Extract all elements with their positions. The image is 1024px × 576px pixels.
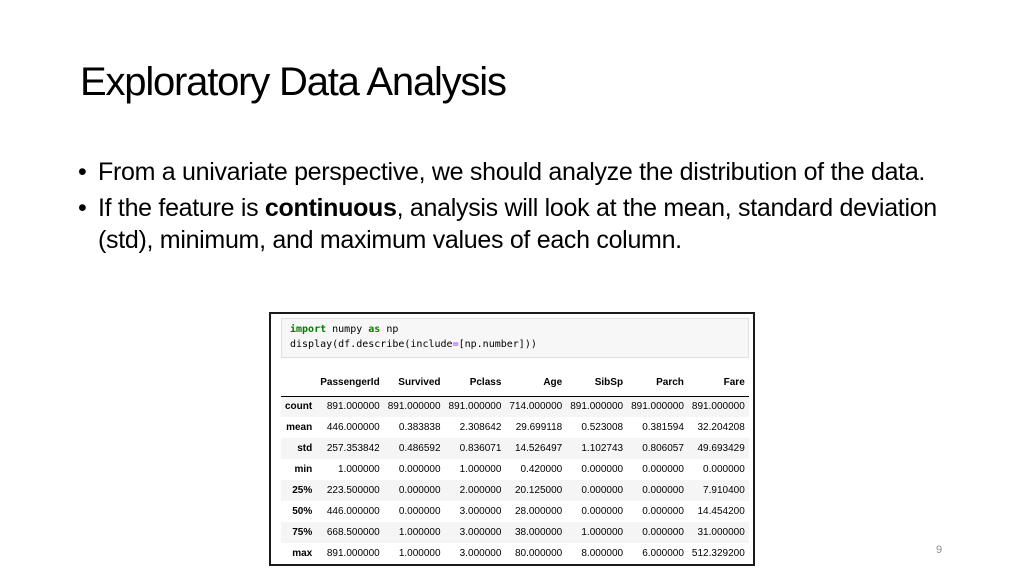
code-text: [np.number])) — [458, 339, 537, 350]
table-row-header: 25% — [292, 485, 313, 496]
table-column-header: Parch — [627, 370, 688, 396]
table-row-header: mean — [286, 422, 313, 433]
bullet-dot-icon: • — [78, 158, 87, 186]
table-cell: 49.693429 — [697, 443, 745, 454]
bullet-text: From a univariate perspective, we should analyze the distribution of the data. — [98, 158, 926, 186]
table-cell: 14.454200 — [697, 506, 745, 517]
slide-title: Exploratory Data Analysis — [80, 60, 506, 104]
table-cell: 0.381594 — [642, 422, 684, 433]
table-cell: 891.000000 — [448, 401, 502, 413]
table-cell: 0.000000 — [581, 464, 624, 475]
table-cell: 31.000000 — [697, 527, 745, 538]
table-cell: 0.000000 — [642, 527, 684, 538]
table-column-header: Age — [505, 370, 566, 396]
table-body — [281, 396, 749, 564]
table-row — [281, 543, 749, 564]
table-row-header: max — [292, 548, 313, 559]
bullet-text: , analysis will look at the mean, standard deviation (std), minimum, and maximum values of each column. — [98, 194, 937, 254]
table-cell: 257.353842 — [326, 443, 380, 454]
code-text: np — [380, 324, 399, 335]
table-cell: 38.000000 — [514, 527, 563, 538]
table-row — [281, 417, 749, 438]
bullet-text: If the feature is — [98, 194, 265, 222]
table-cell: 29.699118 — [515, 422, 563, 433]
table-row — [281, 438, 749, 459]
table-row — [281, 501, 749, 522]
table-row-header: 50% — [292, 506, 313, 517]
table-cell: 0.523008 — [581, 422, 624, 433]
table-cell: 891.000000 — [691, 401, 745, 413]
table-cell: 20.125000 — [514, 485, 563, 496]
table-column-header: PassengerId — [316, 370, 383, 396]
table-cell: 3.000000 — [459, 506, 502, 517]
table-cell: 891.000000 — [326, 548, 380, 559]
table-cell: 1.000000 — [581, 527, 624, 538]
table-cell: 32.204208 — [697, 422, 745, 433]
table-column-header: Fare — [688, 370, 749, 396]
table-cell: 668.500000 — [326, 527, 380, 538]
table-cell: 714.000000 — [509, 401, 563, 413]
table-row-header: std — [297, 443, 313, 454]
table-cell: 446.000000 — [326, 422, 380, 433]
table-cell: 0.836071 — [459, 443, 502, 454]
table-row — [281, 480, 749, 501]
table-cell: 512.329200 — [691, 548, 745, 559]
table-row — [281, 459, 749, 480]
table-cell: 0.000000 — [642, 506, 684, 517]
table-cell: 891.000000 — [387, 401, 441, 413]
code-keyword: import — [290, 324, 327, 335]
table-cell: 14.526497 — [514, 443, 563, 454]
table-cell: 1.000000 — [398, 527, 441, 538]
table-column-header: Survived — [384, 370, 445, 396]
table-cell: 0.000000 — [398, 485, 441, 496]
notebook-screenshot — [269, 312, 755, 566]
table-cell: 1.000000 — [337, 464, 380, 475]
table-cell: 0.000000 — [642, 464, 684, 475]
table-cell: 3.000000 — [459, 527, 502, 538]
table-column-header: SibSp — [566, 370, 627, 396]
table-cell: 0.806057 — [642, 443, 684, 454]
code-line — [290, 337, 740, 352]
table-row-header: min — [294, 464, 313, 475]
table-cell: 891.000000 — [570, 401, 624, 413]
table-cell: 0.383838 — [398, 422, 441, 433]
describe-table — [281, 370, 749, 564]
table-header-row — [281, 370, 749, 396]
code-text: display(df.describe(include — [290, 339, 453, 350]
bullet-dot-icon: • — [78, 194, 87, 222]
table-row — [281, 522, 749, 543]
bullet-item — [78, 156, 938, 188]
table-cell: 0.000000 — [581, 506, 624, 517]
table-cell: 7.910400 — [703, 485, 745, 496]
table-row-header: count — [285, 401, 313, 413]
table-cell: 0.000000 — [398, 464, 441, 475]
table-row-header: 75% — [292, 527, 313, 538]
table-cell: 1.000000 — [459, 464, 502, 475]
table-cell: 223.500000 — [326, 485, 380, 496]
table-cell: 0.486592 — [398, 443, 441, 454]
table-cell: 0.000000 — [398, 506, 441, 517]
table-cell: 2.308642 — [459, 422, 502, 433]
code-line — [290, 322, 740, 337]
table-column-header: Pclass — [445, 370, 506, 396]
table-row — [281, 396, 749, 417]
bullet-item — [78, 192, 938, 256]
table-cell: 0.000000 — [703, 464, 745, 475]
table-cell: 2.000000 — [459, 485, 502, 496]
table-cell: 891.000000 — [326, 401, 380, 413]
code-cell — [281, 318, 749, 358]
bullet-emphasis: continuous — [264, 194, 397, 222]
code-keyword: as — [368, 324, 381, 335]
table-cell: 3.000000 — [459, 548, 502, 559]
table-cell: 0.000000 — [642, 485, 684, 496]
table-corner-cell — [281, 370, 316, 396]
bullet-list — [78, 156, 938, 260]
table-cell: 0.420000 — [520, 464, 563, 475]
table-cell: 1.102743 — [581, 443, 624, 454]
code-operator: = — [452, 339, 459, 350]
table-cell: 6.000000 — [642, 548, 684, 559]
table-cell: 0.000000 — [581, 485, 624, 496]
table-cell: 8.000000 — [581, 548, 624, 559]
table-cell: 446.000000 — [326, 506, 380, 517]
table-cell: 80.000000 — [514, 548, 563, 559]
page-number: 9 — [936, 544, 943, 556]
table-cell: 891.000000 — [631, 401, 684, 413]
table-cell: 28.000000 — [514, 506, 563, 517]
table-cell: 1.000000 — [398, 548, 441, 559]
code-text: numpy — [326, 324, 369, 335]
